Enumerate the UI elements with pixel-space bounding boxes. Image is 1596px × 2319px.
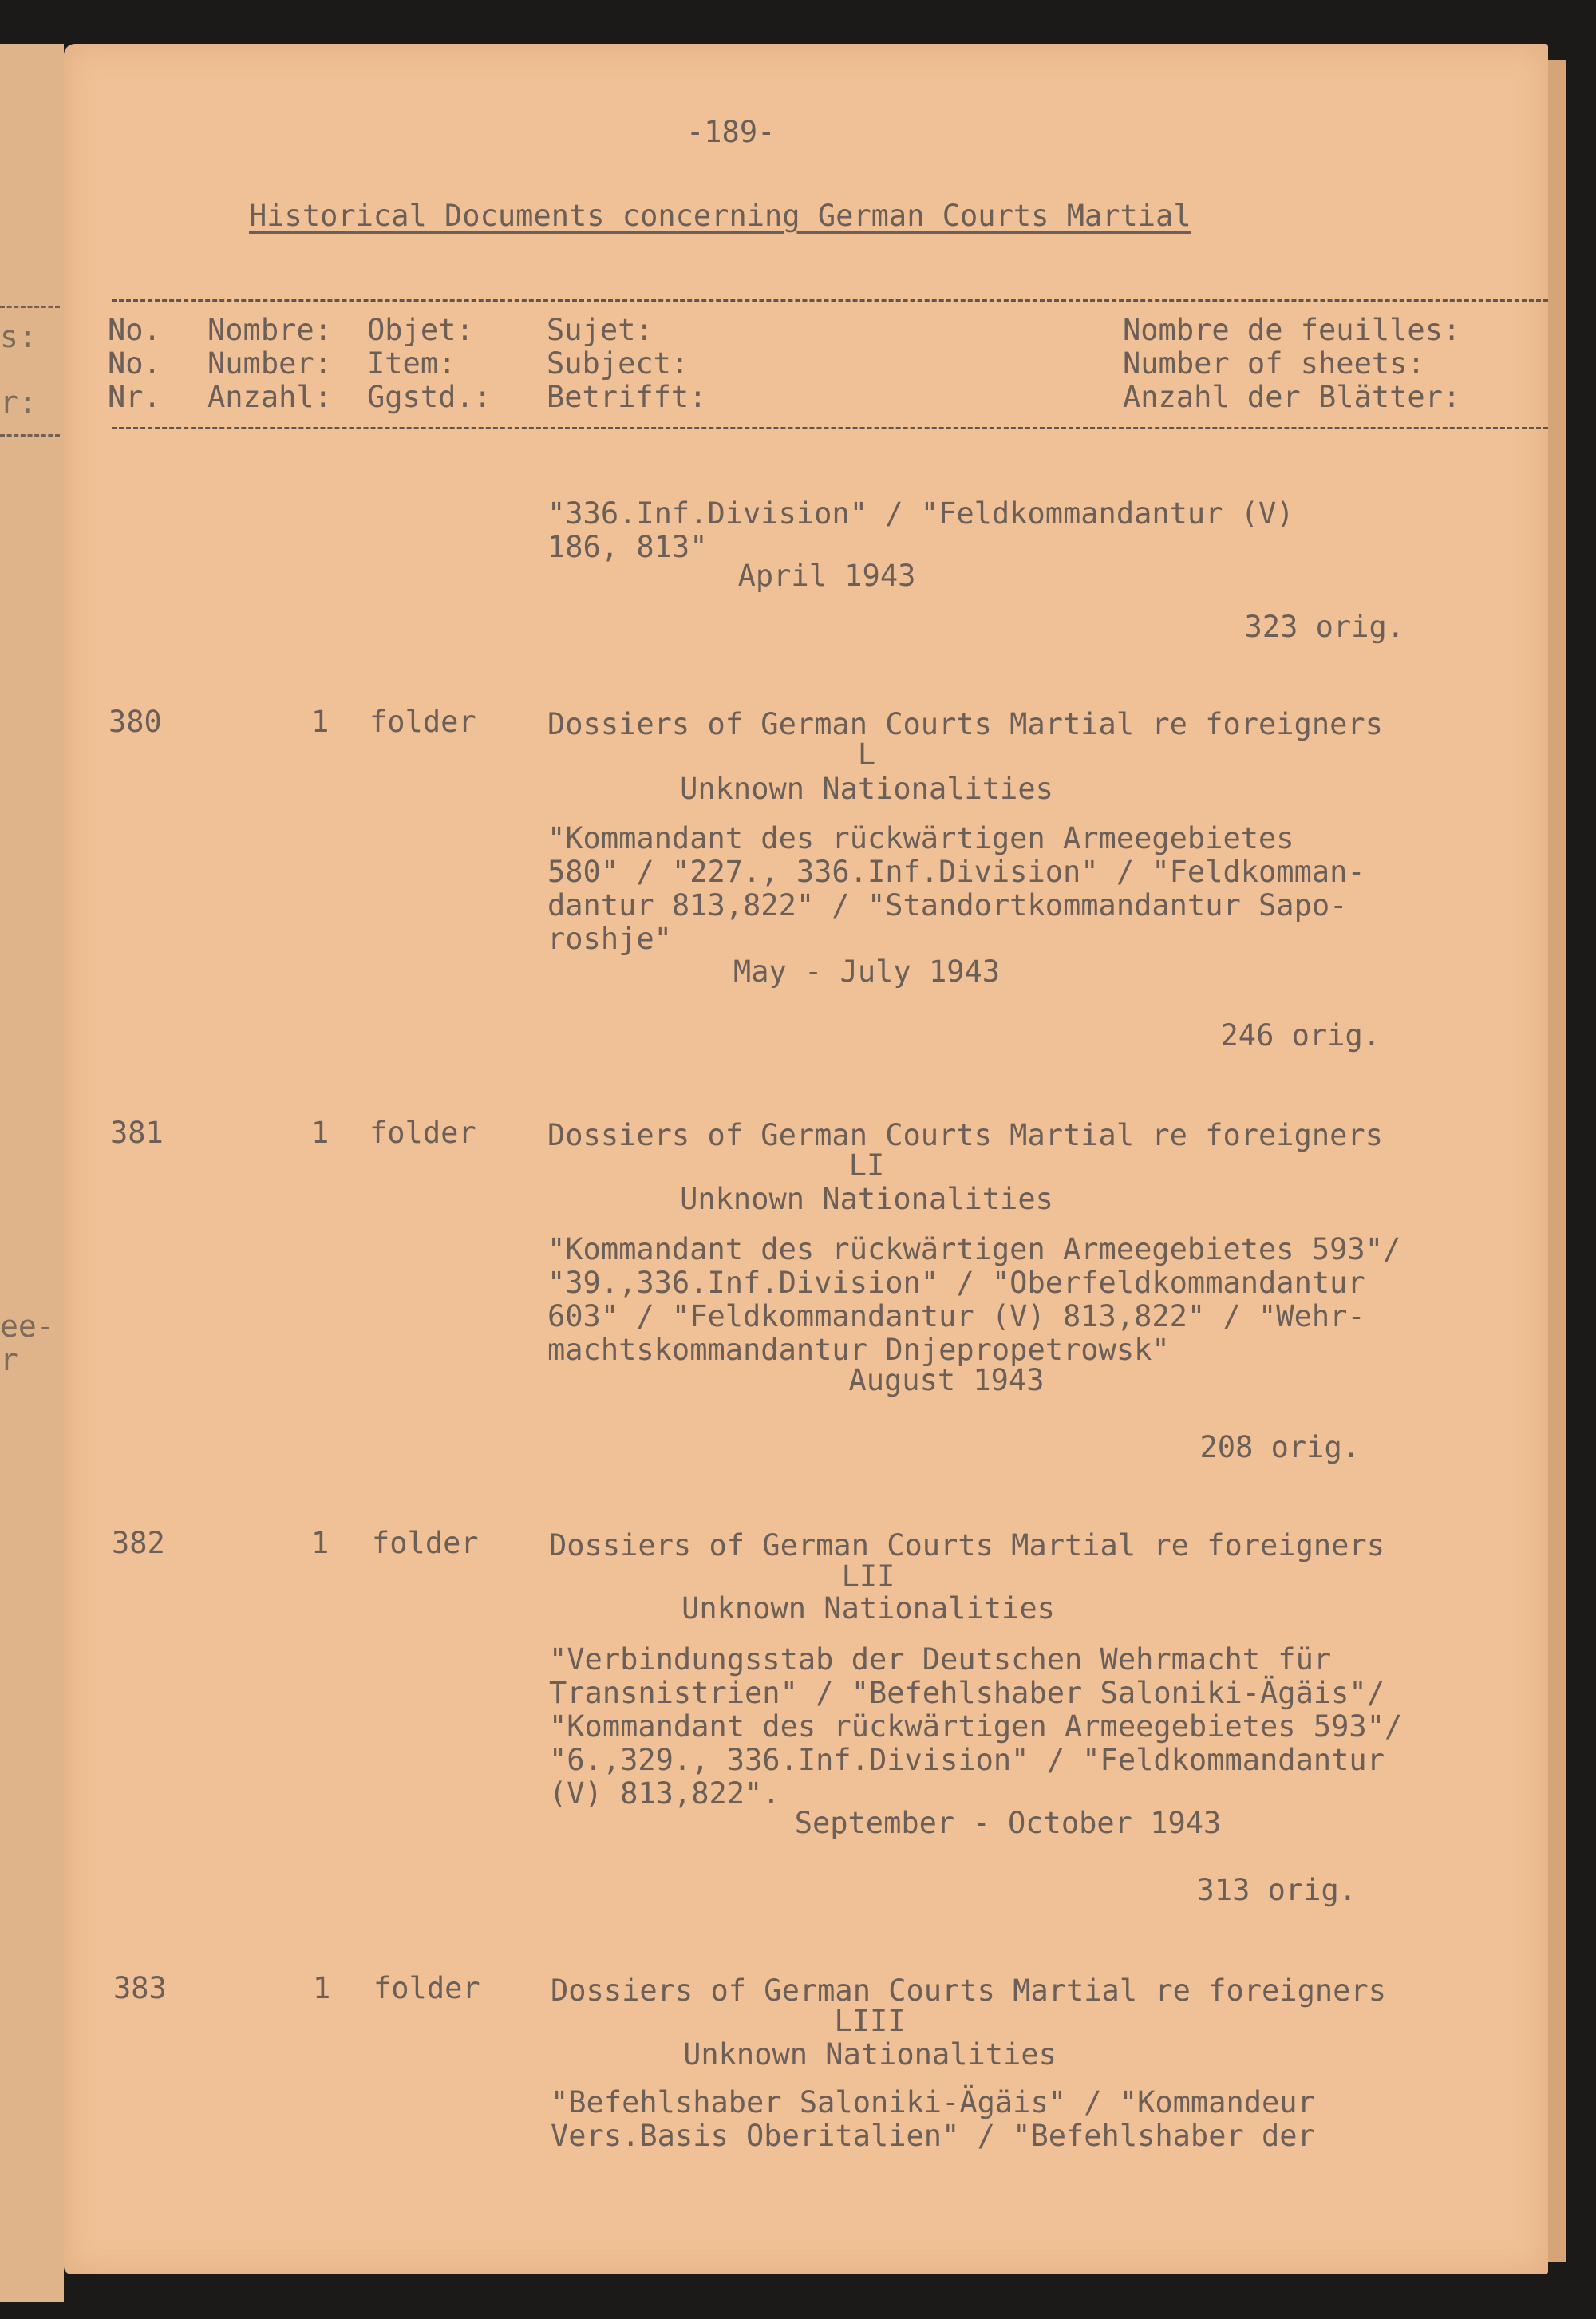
entry-nationality: Unknown Nationalities xyxy=(680,772,1053,806)
entry-line: "39.,336.Inf.Division" / "Oberfeldkommandantur xyxy=(547,1266,1365,1300)
continuation-sheets: 323 orig. xyxy=(1244,610,1404,644)
entry-roman: LIII xyxy=(834,2004,906,2038)
continuation-date: April 1943 xyxy=(737,559,916,593)
entry-line: (V) 813,822". xyxy=(549,1776,780,1811)
page-title: Historical Documents concerning German Courts Martial xyxy=(249,199,1191,233)
entry-line: "Kommandant des rückwärtigen Armeegebietes 593"/ xyxy=(547,1232,1401,1266)
entry-subject: Dossiers of German Courts Martial re foreigners xyxy=(549,1528,1385,1562)
header-col-subject: Sujet: Subject: Betrifft: xyxy=(547,313,707,414)
entry-item: folder xyxy=(369,1116,476,1150)
header-col-sheets: Nombre de feuilles: Number of sheets: Anzahl der Blätter: xyxy=(1123,313,1461,414)
page-number: -189- xyxy=(686,115,776,149)
continuation-line: "336.Inf.Division" / "Feldkommandantur (V) xyxy=(547,496,1294,531)
entry-sheets: 246 orig. xyxy=(1220,1018,1381,1053)
entry-number: 1 xyxy=(311,1116,330,1150)
header-col-no: No. No. Nr. xyxy=(108,313,161,414)
entry-line: dantur 813,822" / "Standortkommandantur Sapo- xyxy=(547,888,1348,922)
entry-roman: LI xyxy=(848,1148,885,1183)
header-col-item: Objet: Item: Ggstd.: xyxy=(367,313,492,414)
entry-line: 603" / "Feldkommandantur (V) 813,822" / "Wehr- xyxy=(547,1299,1365,1333)
entry-subject: Dossiers of German Courts Martial re foreigners xyxy=(547,1118,1383,1152)
entry-roman: L xyxy=(857,737,876,772)
entry-date: September - October 1943 xyxy=(794,1806,1222,1840)
left-divider xyxy=(0,434,60,437)
entry-nationality: Unknown Nationalities xyxy=(680,1182,1053,1216)
entry-sheets: 313 orig. xyxy=(1196,1873,1357,1907)
entry-no: 382 xyxy=(112,1526,165,1560)
continuation-line: 186, 813" xyxy=(547,530,708,564)
entry-number: 1 xyxy=(311,705,330,739)
entry-date: August 1943 xyxy=(848,1363,1045,1397)
page-edge xyxy=(1548,60,1566,2262)
entry-item: folder xyxy=(373,1971,480,2005)
entry-line: "Befehlshaber Saloniki-Ägäis" / "Kommandeur xyxy=(551,2085,1315,2119)
entry-line: Vers.Basis Oberitalien" / "Befehlshaber der xyxy=(551,2119,1315,2153)
entry-number: 1 xyxy=(313,1971,331,2005)
entry-subject: Dossiers of German Courts Martial re foreigners xyxy=(551,1973,1386,2008)
left-fragment: r: xyxy=(0,385,37,420)
entry-no: 380 xyxy=(109,705,162,739)
entry-line: "Verbindungsstab der Deutschen Wehrmacht für xyxy=(549,1642,1332,1677)
left-fragment: ee- xyxy=(0,1309,55,1344)
entry-sheets: 208 orig. xyxy=(1199,1430,1360,1464)
entry-number: 1 xyxy=(311,1526,330,1560)
left-fragment: s: xyxy=(0,319,37,354)
entry-no: 383 xyxy=(113,1971,167,2005)
entry-line: roshje" xyxy=(547,922,672,956)
entry-roman: LII xyxy=(841,1559,895,1594)
entry-date: May - July 1943 xyxy=(733,954,1001,989)
entry-item: folder xyxy=(372,1526,479,1560)
header-divider-bottom xyxy=(112,427,1548,429)
entry-line: "Kommandant des rückwärtigen Armeegebietes 593"/ xyxy=(549,1709,1403,1744)
entry-nationality: Unknown Nationalities xyxy=(681,1591,1055,1626)
entry-nationality: Unknown Nationalities xyxy=(683,2037,1057,2072)
entry-line: Transnistrien" / "Befehlshaber Saloniki-Ägäis"/ xyxy=(549,1676,1385,1710)
entry-line: 580" / "227., 336.Inf.Division" / "Feldkomman- xyxy=(547,855,1365,889)
entry-line: "6.,329., 336.Inf.Division" / "Feldkommandantur xyxy=(549,1743,1385,1777)
entry-no: 381 xyxy=(110,1116,164,1150)
header-col-number: Nombre: Number: Anzahl: xyxy=(207,313,332,414)
header-divider-top xyxy=(112,299,1548,302)
entry-subject: Dossiers of German Courts Martial re foreigners xyxy=(547,707,1383,741)
left-divider xyxy=(0,306,60,308)
entry-line: machtskommandantur Dnjepropetrowsk" xyxy=(547,1333,1170,1367)
entry-item: folder xyxy=(369,705,476,739)
left-page-fragment xyxy=(0,44,64,2302)
left-fragment: r xyxy=(0,1342,18,1377)
entry-line: "Kommandant des rückwärtigen Armeegebietes xyxy=(547,821,1294,855)
